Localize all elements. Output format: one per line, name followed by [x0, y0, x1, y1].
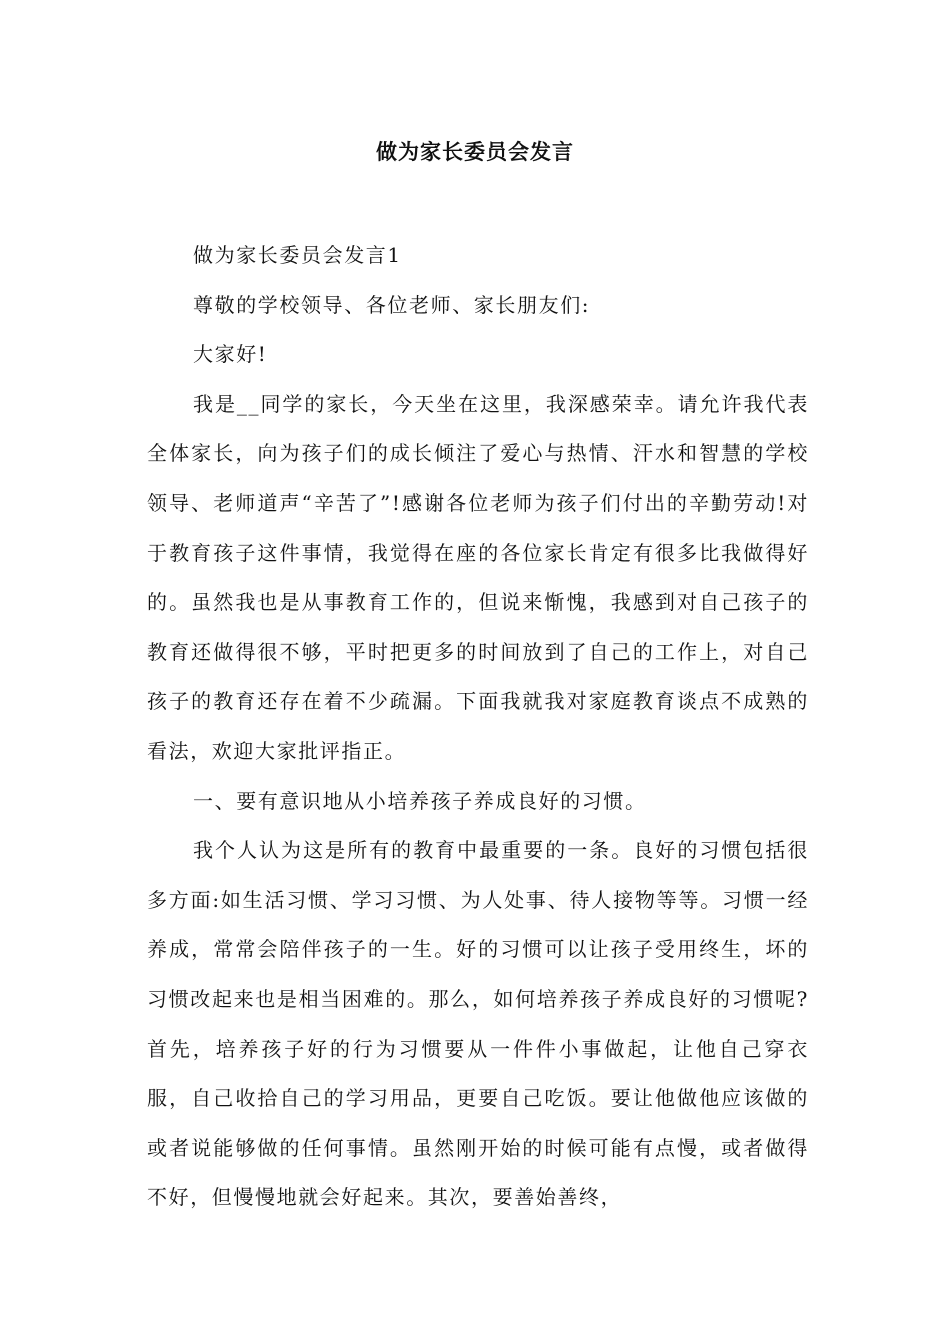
document-body [147, 231, 809, 1223]
paragraph-introduction: 我是__同学的家长，今天坐在这里，我深感荣幸。请允许我代表全体家长，向为孩子们的成长倾注了爱心与热情、汗水和智慧的学校领导、老师道声“辛苦了”!感谢各位老师为孩子们付出的辛勤劳动!对于教育孩子这件事情，我觉得在座的各位家长肯定有很多比我做得好的。虽然我也是从事教育工作的，但说来惭愧，我感到对自己孩子的教育还做得很不够，平时把更多的时间放到了自己的工作上，对自己孩子的教育还存在着不少疏漏。下面我就我对家庭教育谈点不成熟的看法，欢迎大家批评指正。 [147, 391, 809, 763]
paragraph-heading: 做为家长委员会发言1 [193, 243, 402, 267]
document-title: 做为家长委员会发言 [376, 140, 574, 164]
paragraph-section-one-body: 我个人认为这是所有的教育中最重要的一条。良好的习惯包括很多方面:如生活习惯、学习习惯、为人处事、待人接物等等。习惯一经养成，常常会陪伴孩子的一生。好的习惯可以让孩子受用终生，坏的习惯改起来也是相当困难的。那么，如何培养孩子养成良好的习惯呢?首先，培养孩子好的行为习惯要从一件件小事做起，让他自己穿衣服，自己收拾自己的学习用品，更要自己吃饭。要让他做他应该做的或者说能够做的任何事情。虽然刚开始的时候可能有点慢，或者做得不好，但慢慢地就会好起来。其次，要善始善终， [147, 838, 809, 1210]
paragraph-greeting: 大家好! [193, 342, 268, 367]
paragraph-section-one-heading: 一、要有意识地从小培养孩子养成良好的习惯。 [193, 788, 647, 813]
paragraph-salutation: 尊敬的学校领导、各位老师、家长朋友们: [193, 292, 591, 317]
